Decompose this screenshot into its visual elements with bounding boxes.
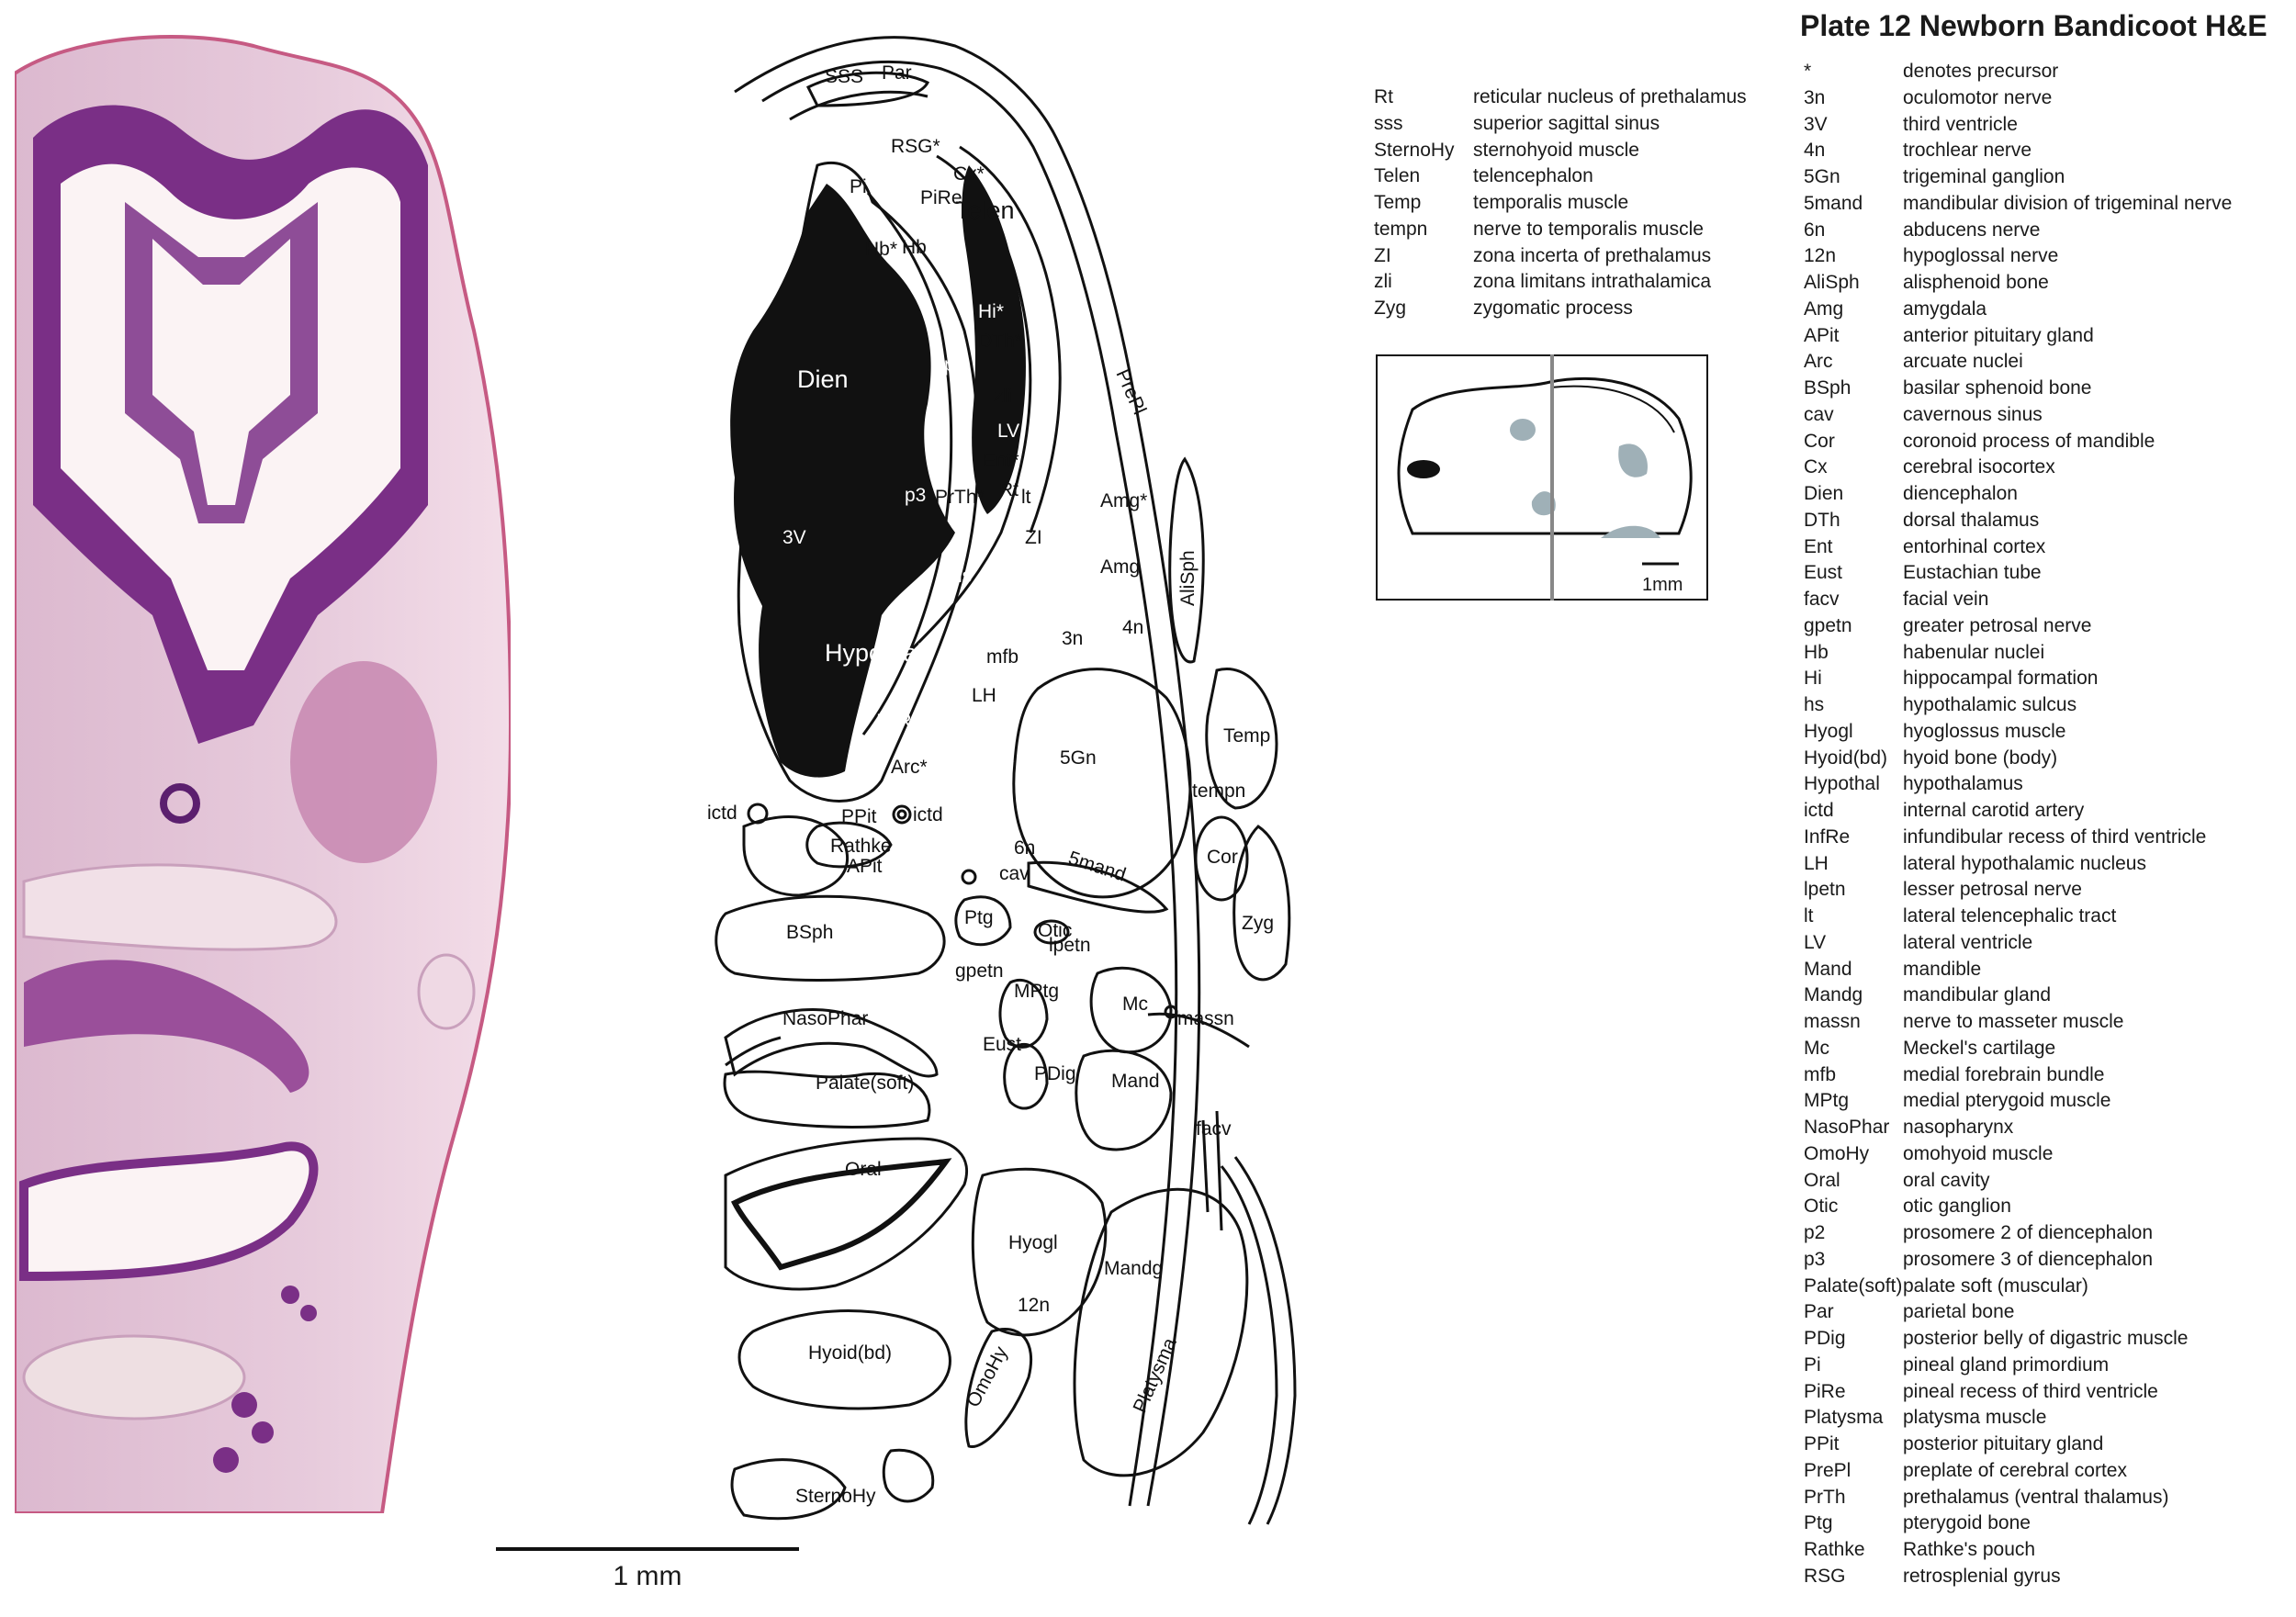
- label-mandg: Mandg: [1104, 1258, 1164, 1279]
- legend-abbreviation: Cx: [1804, 456, 1828, 478]
- label-4n: 4n: [1122, 617, 1144, 638]
- legend-row: [1804, 666, 2232, 692]
- legend-row: [1804, 1353, 2232, 1379]
- legend-abbreviation: Pi: [1804, 1353, 1821, 1376]
- legend-description: lateral telencephalic tract: [1903, 905, 2117, 926]
- label-5mand: 5mand: [1065, 847, 1129, 886]
- legend-description: mandible: [1903, 958, 1982, 980]
- legend-row: [1804, 1379, 2232, 1406]
- legend-description: oral cavity: [1903, 1169, 1990, 1191]
- legend-row: [1804, 1564, 2232, 1590]
- label-amg: Amg: [1100, 556, 1141, 578]
- legend-row: [1804, 957, 2232, 983]
- legend-abbreviation: Eust: [1804, 562, 1843, 584]
- legend-abbreviation: Telen: [1374, 165, 1421, 187]
- legend-description: prosomere 3 of diencephalon: [1903, 1248, 2154, 1270]
- plate-title: Plate 12 Newborn Bandicoot H&E: [1800, 9, 2268, 42]
- legend-row: [1804, 1036, 2232, 1062]
- label-par: Par: [882, 62, 912, 84]
- legend-abbreviation: OmoHy: [1804, 1142, 1870, 1164]
- legend-abbreviation: Hypothal: [1804, 773, 1880, 795]
- legend-abbreviation: Mandg: [1804, 984, 1863, 1006]
- legend-description: hypothalamic sulcus: [1903, 694, 2077, 715]
- legend-description: Eustachian tube: [1903, 562, 2042, 584]
- legend-row: [1804, 1062, 2232, 1089]
- legend-row: [1374, 138, 1747, 164]
- legend-description: hyoglossus muscle: [1903, 720, 2066, 742]
- legend-description: palate soft (muscular): [1903, 1275, 2088, 1297]
- legend-description: abducens nerve: [1903, 219, 2041, 241]
- legend-abbreviation: MPtg: [1804, 1090, 1850, 1112]
- legend-description: parietal bone: [1903, 1301, 2015, 1323]
- legend-abbreviation: ZI: [1374, 244, 1391, 266]
- legend-abbreviation: Arc: [1804, 351, 1833, 373]
- label-massn: massn: [1177, 1008, 1234, 1029]
- label-ictd-left: ictd: [707, 803, 737, 824]
- legend-row: [1804, 640, 2232, 667]
- label-6n: 6n: [1014, 837, 1036, 859]
- legend-middle: [1374, 84, 1747, 322]
- legend-row: [1804, 1299, 2232, 1326]
- legend-row: [1804, 455, 2232, 481]
- legend-row: [1804, 1009, 2232, 1036]
- legend-row: [1804, 218, 2232, 244]
- legend-abbreviation: Ptg: [1804, 1512, 1833, 1534]
- legend-abbreviation: Zyg: [1374, 298, 1407, 319]
- label-hyogl: Hyogl: [1008, 1232, 1058, 1253]
- legend-description: lesser petrosal nerve: [1903, 879, 2082, 901]
- label-pdig: PDig: [1034, 1063, 1076, 1084]
- label-hb-star: Hb*: [865, 239, 898, 260]
- label-dth: DTh*: [978, 331, 1022, 352]
- legend-description: prethalamus (ventral thalamus): [1903, 1486, 2169, 1508]
- legend-abbreviation: Rathke: [1804, 1539, 1865, 1560]
- legend-right: [1804, 59, 2232, 1590]
- legend-abbreviation: Mc: [1804, 1037, 1829, 1059]
- legend-description: hyoid bone (body): [1903, 747, 2058, 769]
- legend-description: trochlear nerve: [1903, 140, 2032, 162]
- label-ent: Ent*: [983, 450, 1019, 471]
- legend-row: [1804, 112, 2232, 139]
- legend-abbreviation: p2: [1804, 1222, 1826, 1243]
- legend-description: denotes precursor: [1903, 61, 2059, 82]
- legend-row: [1804, 1485, 2232, 1511]
- legend-description: anterior pituitary gland: [1903, 324, 2094, 346]
- label-arc: Arc*: [891, 757, 928, 778]
- legend-abbreviation: NasoPhar: [1804, 1117, 1890, 1138]
- scale-bar-label: 1 mm: [613, 1561, 682, 1591]
- legend-row: [1804, 719, 2232, 746]
- legend-abbreviation: APit: [1804, 324, 1840, 346]
- label-zli: zli: [994, 386, 1012, 407]
- legend-row: [1374, 269, 1747, 296]
- label-lpetn: lpetn: [1049, 935, 1091, 956]
- legend-abbreviation: PPit: [1804, 1433, 1840, 1454]
- legend-abbreviation: PrTh: [1804, 1486, 1846, 1508]
- label-dien: Dien: [797, 365, 849, 393]
- legend-row: [1804, 746, 2232, 772]
- legend-row: [1804, 297, 2232, 323]
- legend-abbreviation: zli: [1374, 271, 1392, 293]
- legend-row: [1804, 138, 2232, 164]
- legend-description: entorhinal cortex: [1903, 535, 2046, 557]
- legend-description: medial pterygoid muscle: [1903, 1090, 2111, 1112]
- legend-description: diencephalon: [1903, 483, 2018, 504]
- legend-row: [1804, 481, 2232, 508]
- legend-abbreviation: 5mand: [1804, 192, 1863, 214]
- label-hyoid: Hyoid(bd): [808, 1342, 893, 1364]
- label-mptg: MPtg: [1014, 981, 1060, 1002]
- label-hb: Hb: [902, 237, 927, 258]
- legend-row: [1374, 163, 1747, 190]
- legend-abbreviation: cav: [1804, 403, 1834, 425]
- legend-abbreviation: facv: [1804, 589, 1840, 610]
- legend-row: [1804, 1141, 2232, 1168]
- legend-abbreviation: RSG: [1804, 1565, 1846, 1587]
- legend-row: [1804, 1510, 2232, 1537]
- label-oral: Oral: [845, 1159, 882, 1180]
- legend-row: [1804, 930, 2232, 957]
- legend-description: amygdala: [1903, 298, 1987, 320]
- label-3n: 3n: [1062, 628, 1084, 649]
- label-sternohy: SternoHy: [795, 1486, 876, 1507]
- label-telen: Telen: [955, 197, 1015, 224]
- legend-abbreviation: massn: [1804, 1011, 1861, 1032]
- label-cor: Cor: [1207, 847, 1238, 868]
- label-alisph: AliSph: [1177, 550, 1199, 606]
- label-pi: Pi: [850, 176, 867, 197]
- legend-row: [1804, 587, 2232, 613]
- label-rathke: Rathke: [830, 836, 892, 857]
- inset-scale-label: 1mm: [1642, 575, 1683, 595]
- legend-row: [1804, 1115, 2232, 1141]
- label-tempn: tempn: [1192, 780, 1246, 802]
- legend-abbreviation: LH: [1804, 852, 1829, 874]
- label-3v: 3V: [782, 527, 806, 548]
- legend-abbreviation: PiRe: [1804, 1380, 1846, 1402]
- legend-description: omohyoid muscle: [1903, 1142, 2054, 1164]
- legend-abbreviation: Palate(soft): [1804, 1275, 1903, 1297]
- legend-description: dorsal thalamus: [1903, 509, 2040, 531]
- legend-row: [1804, 1326, 2232, 1353]
- legend-description: habenular nuclei: [1903, 641, 2045, 663]
- legend-abbreviation: DTh: [1804, 509, 1840, 531]
- legend-abbreviation: Platysma: [1804, 1407, 1884, 1429]
- legend-description: alisphenoid bone: [1903, 272, 2049, 293]
- legend-abbreviation: SternoHy: [1374, 139, 1455, 161]
- legend-row: [1804, 1168, 2232, 1195]
- legend-row: [1804, 1458, 2232, 1485]
- legend-description: pineal recess of third ventricle: [1903, 1380, 2158, 1402]
- legend-row: [1804, 877, 2232, 904]
- legend-row: [1804, 323, 2232, 350]
- legend-abbreviation: 4n: [1804, 140, 1826, 162]
- legend-row: [1804, 1405, 2232, 1432]
- legend-description: prosomere 2 of diencephalon: [1903, 1222, 2154, 1243]
- label-ptg: Ptg: [964, 907, 994, 928]
- label-nasophar: NasoPhar: [782, 1008, 869, 1029]
- legend-description: basilar sphenoid bone: [1903, 377, 2092, 399]
- legend-description: retrosplenial gyrus: [1903, 1565, 2061, 1587]
- legend-row: [1804, 402, 2232, 429]
- legend-abbreviation: Dien: [1804, 483, 1844, 504]
- legend-description: internal carotid artery: [1903, 800, 2085, 821]
- legend-description: preplate of cerebral cortex: [1903, 1459, 2127, 1481]
- legend-abbreviation: Mand: [1804, 958, 1852, 980]
- legend-description: coronoid process of mandible: [1903, 430, 2155, 452]
- legend-row: [1804, 825, 2232, 851]
- legend-description: pterygoid bone: [1903, 1512, 2031, 1534]
- legend-description: sternohyoid muscle: [1473, 139, 1639, 161]
- legend-row: [1804, 983, 2232, 1009]
- legend-description: cavernous sinus: [1903, 403, 2043, 425]
- label-ppit: PPit: [841, 806, 877, 827]
- legend-abbreviation: AliSph: [1804, 272, 1860, 293]
- legend-description: posterior pituitary gland: [1903, 1433, 2104, 1454]
- label-facv: facv: [1196, 1118, 1232, 1140]
- legend-row: [1804, 692, 2232, 719]
- legend-row: [1804, 798, 2232, 825]
- legend-abbreviation: sss: [1374, 112, 1403, 134]
- legend-abbreviation: BSph: [1804, 377, 1851, 399]
- legend-description: Rathke's pouch: [1903, 1539, 2036, 1560]
- label-mfb: mfb: [986, 646, 1019, 668]
- label-hi: Hi*: [978, 301, 1005, 322]
- legend-description: third ventricle: [1903, 113, 2018, 135]
- legend-abbreviation: InfRe: [1804, 825, 1851, 848]
- legend-row: [1804, 429, 2232, 455]
- legend-abbreviation: *: [1804, 61, 1812, 82]
- legend-abbreviation: lpetn: [1804, 879, 1846, 901]
- label-hypothal: Hypothal: [825, 639, 923, 667]
- legend-abbreviation: 3V: [1804, 113, 1828, 135]
- legend-description: lateral ventricle: [1903, 931, 2033, 953]
- legend-description: zygomatic process: [1473, 298, 1633, 319]
- legend-abbreviation: LV: [1804, 931, 1827, 953]
- label-platysma: Platysma: [1129, 1334, 1181, 1417]
- legend-row: [1804, 164, 2232, 191]
- legend-row: [1804, 534, 2232, 561]
- label-cav: cav: [999, 863, 1030, 884]
- legend-abbreviation: tempn: [1374, 218, 1428, 240]
- label-lv: LV: [997, 421, 1020, 442]
- legend-row: [1804, 376, 2232, 402]
- label-prepl: PrePl: [1111, 365, 1151, 418]
- label-temp: Temp: [1223, 725, 1271, 747]
- legend-row: [1374, 217, 1747, 243]
- legend-row: [1374, 243, 1747, 270]
- label-cx: Cx*: [953, 163, 985, 185]
- legend-description: greater petrosal nerve: [1903, 614, 2092, 636]
- legend-description: otic ganglion: [1903, 1196, 2011, 1218]
- legend-description: posterior belly of digastric muscle: [1903, 1328, 2189, 1349]
- legend-row: [1374, 84, 1747, 111]
- label-5gn: 5Gn: [1060, 747, 1097, 769]
- legend-description: zona limitans intrathalamica: [1473, 271, 1712, 293]
- legend-abbreviation: 6n: [1804, 219, 1826, 241]
- legend-description: infundibular recess of third ventricle: [1903, 825, 2207, 848]
- legend-description: cerebral isocortex: [1903, 456, 2055, 478]
- legend-description: telencephalon: [1473, 165, 1593, 187]
- label-eust: Eust: [983, 1034, 1022, 1055]
- legend-description: platysma muscle: [1903, 1407, 2047, 1429]
- legend-row: [1374, 190, 1747, 217]
- legend-description: medial forebrain bundle: [1903, 1063, 2105, 1085]
- label-prth: PrTh*: [935, 487, 985, 508]
- legend-description: superior sagittal sinus: [1473, 112, 1660, 134]
- legend-description: zona incerta of prethalamus: [1473, 244, 1712, 266]
- legend-abbreviation: Cor: [1804, 430, 1835, 452]
- label-palate: Palate(soft): [816, 1072, 915, 1094]
- label-sss: SSS: [825, 66, 864, 87]
- label-p3: p3: [905, 485, 927, 506]
- legend-abbreviation: lt: [1804, 905, 1814, 926]
- legend-row: [1374, 296, 1747, 322]
- legend-row: [1804, 85, 2232, 112]
- legend-abbreviation: ictd: [1804, 800, 1834, 821]
- legend-abbreviation: hs: [1804, 694, 1825, 715]
- histology-section-photo: [15, 28, 511, 1513]
- legend-row: [1804, 1247, 2232, 1274]
- legend-abbreviation: Hyogl: [1804, 720, 1853, 742]
- label-amg-star: Amg*: [1100, 490, 1148, 511]
- legend-abbreviation: Ent: [1804, 535, 1833, 557]
- label-zyg: Zyg: [1242, 913, 1275, 934]
- anatomical-diagram: [707, 18, 1405, 1543]
- legend-description: temporalis muscle: [1473, 192, 1629, 213]
- legend-abbreviation: gpetn: [1804, 614, 1852, 636]
- legend-abbreviation: PrePl: [1804, 1459, 1851, 1481]
- label-zi: ZI: [1025, 527, 1042, 548]
- legend-row: [1804, 904, 2232, 930]
- legend-row: [1804, 1194, 2232, 1220]
- legend-row: [1804, 1220, 2232, 1247]
- legend-description: nasopharynx: [1903, 1117, 2014, 1138]
- label-apit: APit: [847, 856, 883, 877]
- legend-description: pineal gland primordium: [1903, 1353, 2110, 1376]
- legend-abbreviation: Hb: [1804, 641, 1829, 663]
- legend-abbreviation: Oral: [1804, 1169, 1840, 1191]
- label-bsph: BSph: [786, 922, 834, 943]
- legend-row: [1804, 270, 2232, 297]
- legend-row: [1374, 111, 1747, 138]
- label-rsg: RSG*: [891, 136, 940, 157]
- label-gpetn: gpetn: [955, 960, 1004, 982]
- legend-row: [1804, 1537, 2232, 1564]
- legend-abbreviation: PDig: [1804, 1328, 1846, 1349]
- legend-row: [1804, 560, 2232, 587]
- legend-row: [1804, 508, 2232, 534]
- label-otic: Otic: [1038, 920, 1073, 941]
- label-12n: 12n: [1018, 1295, 1051, 1316]
- legend-abbreviation: 5Gn: [1804, 166, 1840, 187]
- legend-description: mandibular gland: [1903, 984, 2052, 1006]
- legend-abbreviation: Hi: [1804, 668, 1822, 690]
- label-ictd-right: ictd: [913, 804, 943, 825]
- label-omohy: OmoHy: [962, 1342, 1012, 1411]
- legend-row: [1804, 1088, 2232, 1115]
- legend-abbreviation: Temp: [1374, 192, 1422, 213]
- label-p2: p2: [944, 354, 966, 376]
- legend-abbreviation: 12n: [1804, 245, 1837, 267]
- legend-description: nerve to temporalis muscle: [1473, 218, 1704, 240]
- legend-abbreviation: Hyoid(bd): [1804, 747, 1888, 769]
- label-mc: Mc: [1122, 994, 1148, 1015]
- legend-row: [1804, 243, 2232, 270]
- legend-row: [1804, 349, 2232, 376]
- legend-row: [1804, 613, 2232, 640]
- legend-abbreviation: 3n: [1804, 86, 1826, 108]
- legend-row: [1804, 191, 2232, 218]
- label-infre: InfRe: [876, 711, 923, 732]
- legend-description: nerve to masseter muscle: [1903, 1011, 2124, 1032]
- legend-description: hypothalamus: [1903, 773, 2023, 795]
- orientation-inset: [1376, 354, 1708, 601]
- legend-description: mandibular division of trigeminal nerve: [1903, 192, 2233, 214]
- legend-row: [1804, 1432, 2232, 1458]
- label-pire: PiRe: [920, 187, 962, 208]
- legend-abbreviation: Amg: [1804, 298, 1844, 320]
- label-hs: hs: [951, 566, 973, 587]
- legend-row: [1804, 851, 2232, 878]
- label-mand: Mand: [1111, 1071, 1160, 1092]
- legend-abbreviation: Otic: [1804, 1196, 1839, 1218]
- legend-description: facial vein: [1903, 589, 1989, 610]
- legend-description: arcuate nuclei: [1903, 351, 2023, 373]
- legend-abbreviation: p3: [1804, 1248, 1826, 1270]
- scale-bar-line: [496, 1547, 799, 1551]
- label-lh: LH: [972, 685, 996, 706]
- legend-row: [1804, 771, 2232, 798]
- legend-row: [1804, 1274, 2232, 1300]
- legend-description: hippocampal formation: [1903, 668, 2099, 690]
- legend-abbreviation: Par: [1804, 1301, 1834, 1323]
- legend-description: lateral hypothalamic nucleus: [1903, 852, 2146, 874]
- legend-description: oculomotor nerve: [1903, 86, 2053, 108]
- legend-description: hypoglossal nerve: [1903, 245, 2059, 267]
- legend-row: [1804, 59, 2232, 85]
- legend-description: trigeminal ganglion: [1903, 166, 2065, 187]
- label-rt: Rt: [999, 479, 1019, 500]
- legend-abbreviation: Rt: [1374, 86, 1393, 107]
- label-lt: lt: [1021, 487, 1031, 508]
- legend-description: Meckel's cartilage: [1903, 1037, 2056, 1059]
- legend-description: reticular nucleus of prethalamus: [1473, 86, 1747, 107]
- legend-abbreviation: mfb: [1804, 1063, 1837, 1085]
